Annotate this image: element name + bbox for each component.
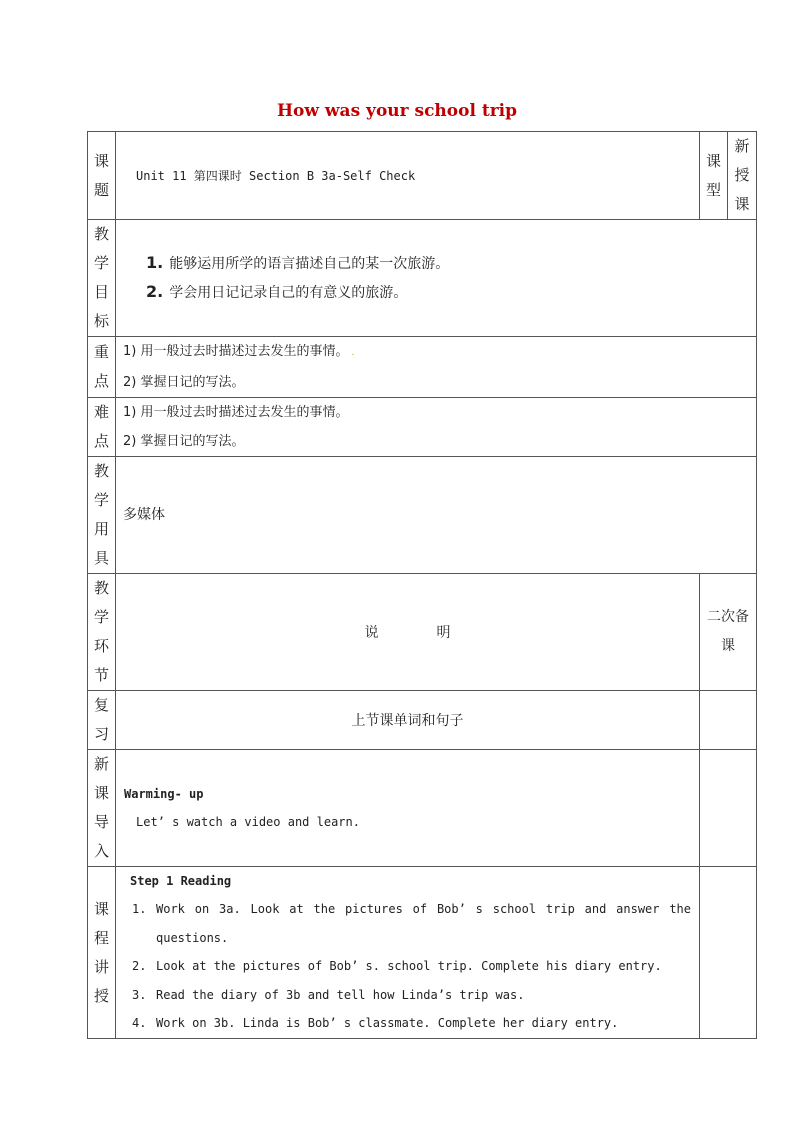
objectives-content [116,220,757,337]
difficulty-item: 1) 用一般过去时描述过去发生的事情。 [123,405,349,420]
difficulties-row [88,398,757,457]
step-item: 4. Work on 3b. Linda is Bob’ s classmate. Complete her diary entry. [132,1016,619,1031]
key-points-row [88,337,757,398]
tools-content: 多媒体 [116,457,757,574]
difficulty-item: 2) 掌握日记的写法。 [123,434,245,449]
document-title: How was your school trip [276,101,518,121]
topic-row [88,132,757,220]
objective-item: 1. 能够运用所学的语言描述自己的某一次旅游。 [146,253,450,272]
key-points-label: 重 点 [88,337,116,398]
step-item: 3. Read the diary of 3b and tell how Linda’s trip was. [132,987,525,1002]
lesson-row [88,867,757,1039]
step-heading: Step 1 Reading [130,874,232,888]
key-point-item: 2) 掌握日记的写法。 [123,375,245,390]
topic-content: Unit 11 第四课时 Section B 3a-Self Check [116,132,700,220]
tools-row [88,457,757,574]
review-label: 复 习 [88,691,116,750]
review-row [88,691,757,750]
process-row [88,574,757,691]
lesson-type-value: 新 授 课 [728,132,757,220]
objectives-label: 教 学 目 标 [88,220,116,337]
process-description-header: 说 明 [116,574,700,691]
key-point-item: 1) 用一般过去时描述过去发生的事情。 [123,344,349,359]
objectives-row [88,220,757,337]
intro-text: Let’ s watch a video and learn. [136,815,360,829]
tools-label: 教 学 用 具 [88,457,116,574]
difficulties-content [116,398,757,457]
review-content: 上节课单词和句子 [116,691,700,750]
topic-label: 课 题 [88,132,116,220]
lesson-type-label: 课 型 [700,132,728,220]
intro-row [88,750,757,867]
step-list [130,895,691,1038]
second-prep-header: 二次备 课 [700,574,757,691]
lesson-notes-cell [700,867,757,1039]
objective-item: 2. 学会用日记记录自己的有意义的旅游。 [146,282,408,301]
intro-content [116,750,700,867]
process-label: 教 学 环 节 [88,574,116,691]
review-notes-cell [700,691,757,750]
step-item: 2. Look at the pictures of Bob’ s. school trip. Complete his diary entry. [132,959,662,974]
intro-label: 新 课 导 入 [88,750,116,867]
key-points-content [116,337,757,398]
step-item: 1. Work on 3a. Look at the pictures of Bob’ s school trip and answer the questions. [132,902,691,945]
lesson-plan-table [87,131,757,1039]
difficulties-label: 难 点 [88,398,116,457]
lesson-content [116,867,700,1039]
intro-notes-cell [700,750,757,867]
lesson-label: 课 程 讲 授 [88,867,116,1039]
warming-up-heading: Warming- up [124,787,204,801]
stray-mark: . [351,348,355,358]
